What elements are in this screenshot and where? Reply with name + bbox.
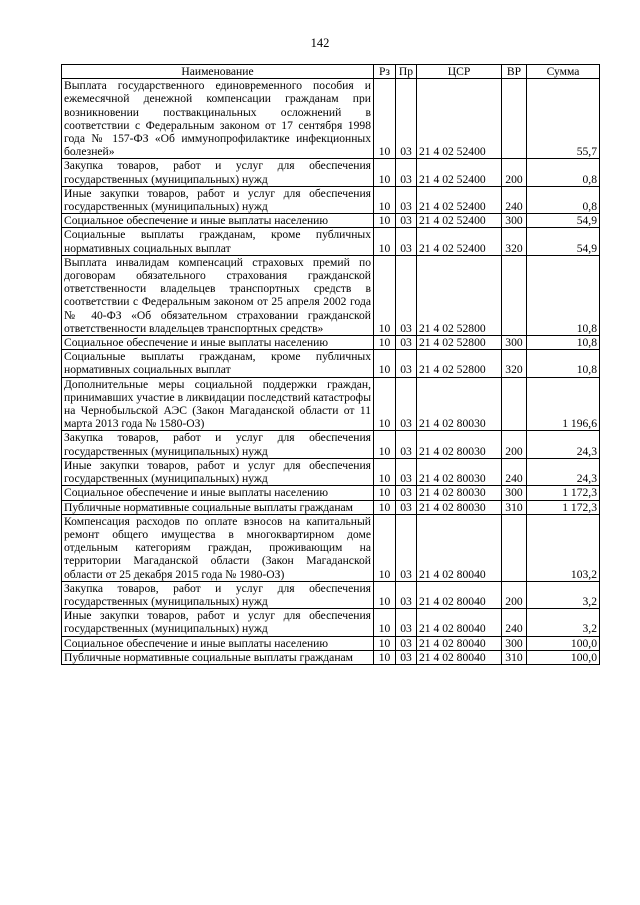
table-row [62,581,600,608]
row-vr: 200 [502,581,527,608]
row-csr: 21 4 02 52400 [417,159,502,186]
table-row [62,214,600,228]
row-rz: 10 [374,650,396,664]
table-row [62,514,600,581]
table-header [62,65,600,79]
row-sum: 100,0 [527,650,600,664]
row-rz: 10 [374,581,396,608]
row-pr: 03 [396,377,417,431]
row-name: Иные закупки товаров, работ и услуг для обеспечения государственных (муниципальных) нужд [62,458,374,485]
table-row [62,458,600,485]
table-row [62,486,600,500]
row-sum: 55,7 [527,79,600,159]
row-sum: 100,0 [527,636,600,650]
row-pr: 03 [396,514,417,581]
table-row [62,431,600,458]
row-pr: 03 [396,186,417,213]
row-csr: 21 4 02 80040 [417,581,502,608]
row-rz: 10 [374,458,396,485]
row-vr [502,514,527,581]
budget-table [61,64,600,665]
row-sum: 10,8 [527,336,600,350]
row-sum: 1 172,3 [527,486,600,500]
row-rz: 10 [374,159,396,186]
table-row [62,377,600,431]
row-sum: 10,8 [527,255,600,335]
row-name: Социальные выплаты гражданам, кроме публичных нормативных социальных выплат [62,350,374,377]
row-name: Социальные выплаты гражданам, кроме публичных нормативных социальных выплат [62,228,374,255]
row-sum: 3,2 [527,581,600,608]
table-row [62,79,600,159]
table-row [62,500,600,514]
row-vr: 300 [502,214,527,228]
row-csr: 21 4 02 80030 [417,377,502,431]
header-sum: Сумма [527,65,600,79]
row-rz: 10 [374,336,396,350]
row-pr: 03 [396,159,417,186]
row-rz: 10 [374,377,396,431]
row-sum: 1 172,3 [527,500,600,514]
row-pr: 03 [396,336,417,350]
row-pr: 03 [396,79,417,159]
row-csr: 21 4 02 52800 [417,350,502,377]
row-name: Закупка товаров, работ и услуг для обеспечения государственных (муниципальных) нужд [62,159,374,186]
row-rz: 10 [374,636,396,650]
row-sum: 0,8 [527,186,600,213]
table-row [62,159,600,186]
row-pr: 03 [396,214,417,228]
row-name: Социальное обеспечение и иные выплаты населению [62,214,374,228]
row-pr: 03 [396,650,417,664]
row-csr: 21 4 02 80040 [417,609,502,636]
table-row [62,186,600,213]
row-pr: 03 [396,431,417,458]
row-name: Иные закупки товаров, работ и услуг для обеспечения государственных (муниципальных) нужд [62,609,374,636]
row-csr: 21 4 02 52800 [417,336,502,350]
row-vr: 310 [502,650,527,664]
header-vr: ВР [502,65,527,79]
row-rz: 10 [374,214,396,228]
row-rz: 10 [374,514,396,581]
row-vr: 200 [502,431,527,458]
row-csr: 21 4 02 52400 [417,214,502,228]
row-name: Дополнительные меры социальной поддержки граждан, принимавших участие в ликвидации последствий катастрофы на Чернобыльской АЭС (Закон Магаданской области от 11 марта 2013 года № 1580-ОЗ) [62,377,374,431]
row-pr: 03 [396,228,417,255]
row-name: Выплата инвалидам компенсаций страховых премий по договорам обязательного страхования гражданской ответственности владельцев транспортных средств в соответствии с Федеральным законом от 25 апреля 2002 года № 40-ФЗ «Об обязательном страховании гражданской ответственности владельцев транспортных средств» [62,255,374,335]
row-vr: 310 [502,500,527,514]
header-pr: Пр [396,65,417,79]
page-number: 142 [310,36,330,50]
row-name: Иные закупки товаров, работ и услуг для обеспечения государственных (муниципальных) нужд [62,186,374,213]
header-csr: ЦСР [417,65,502,79]
row-rz: 10 [374,350,396,377]
row-pr: 03 [396,458,417,485]
row-sum: 54,9 [527,214,600,228]
row-sum: 54,9 [527,228,600,255]
row-vr: 240 [502,458,527,485]
row-pr: 03 [396,350,417,377]
table-row [62,255,600,335]
row-csr: 21 4 02 80040 [417,650,502,664]
row-sum: 1 196,6 [527,377,600,431]
row-rz: 10 [374,500,396,514]
row-vr: 300 [502,636,527,650]
row-csr: 21 4 02 80040 [417,514,502,581]
row-csr: 21 4 02 52800 [417,255,502,335]
row-rz: 10 [374,609,396,636]
row-sum: 0,8 [527,159,600,186]
row-pr: 03 [396,581,417,608]
header-row [62,65,600,79]
row-pr: 03 [396,486,417,500]
row-pr: 03 [396,609,417,636]
row-rz: 10 [374,486,396,500]
row-csr: 21 4 02 52400 [417,186,502,213]
row-name: Закупка товаров, работ и услуг для обеспечения государственных (муниципальных) нужд [62,431,374,458]
table-body [62,79,600,665]
row-sum: 24,3 [527,458,600,485]
row-pr: 03 [396,255,417,335]
row-rz: 10 [374,431,396,458]
row-vr: 320 [502,228,527,255]
row-vr: 200 [502,159,527,186]
row-csr: 21 4 02 80040 [417,636,502,650]
row-vr [502,79,527,159]
row-vr: 300 [502,336,527,350]
row-name: Компенсация расходов по оплате взносов на капитальный ремонт общего имущества в многоквартирном доме отдельным категориям граждан, проживающим на территории Магаданской области (Закон Магаданской области от 25 декабря 2015 года № 1980-ОЗ) [62,514,374,581]
row-sum: 24,3 [527,431,600,458]
row-pr: 03 [396,636,417,650]
row-name: Публичные нормативные социальные выплаты гражданам [62,650,374,664]
table-row [62,650,600,664]
table-row [62,336,600,350]
row-csr: 21 4 02 52400 [417,79,502,159]
row-name: Социальное обеспечение и иные выплаты населению [62,486,374,500]
table-row [62,609,600,636]
header-rz: Рз [374,65,396,79]
table-row [62,350,600,377]
row-vr: 240 [502,609,527,636]
row-csr: 21 4 02 80030 [417,431,502,458]
row-sum: 3,2 [527,609,600,636]
row-csr: 21 4 02 52400 [417,228,502,255]
row-name: Публичные нормативные социальные выплаты гражданам [62,500,374,514]
row-vr: 320 [502,350,527,377]
row-rz: 10 [374,228,396,255]
row-rz: 10 [374,79,396,159]
row-name: Социальное обеспечение и иные выплаты населению [62,636,374,650]
row-name: Социальное обеспечение и иные выплаты населению [62,336,374,350]
row-csr: 21 4 02 80030 [417,500,502,514]
row-name: Закупка товаров, работ и услуг для обеспечения государственных (муниципальных) нужд [62,581,374,608]
row-csr: 21 4 02 80030 [417,458,502,485]
row-sum: 103,2 [527,514,600,581]
row-vr: 240 [502,186,527,213]
row-name: Выплата государственного единовременного пособия и ежемесячной денежной компенсации гражданам при возникновении поствакцинальных осложнений в соответствии с Федеральным законом от 17 сентября 1998 года № 157-ФЗ «Об иммунопрофилактике инфекционных болезней» [62,79,374,159]
row-rz: 10 [374,186,396,213]
row-vr [502,377,527,431]
row-pr: 03 [396,500,417,514]
row-csr: 21 4 02 80030 [417,486,502,500]
row-vr [502,255,527,335]
row-sum: 10,8 [527,350,600,377]
table-row [62,636,600,650]
header-name: Наименование [62,65,374,79]
row-rz: 10 [374,255,396,335]
table-row [62,228,600,255]
row-vr: 300 [502,486,527,500]
